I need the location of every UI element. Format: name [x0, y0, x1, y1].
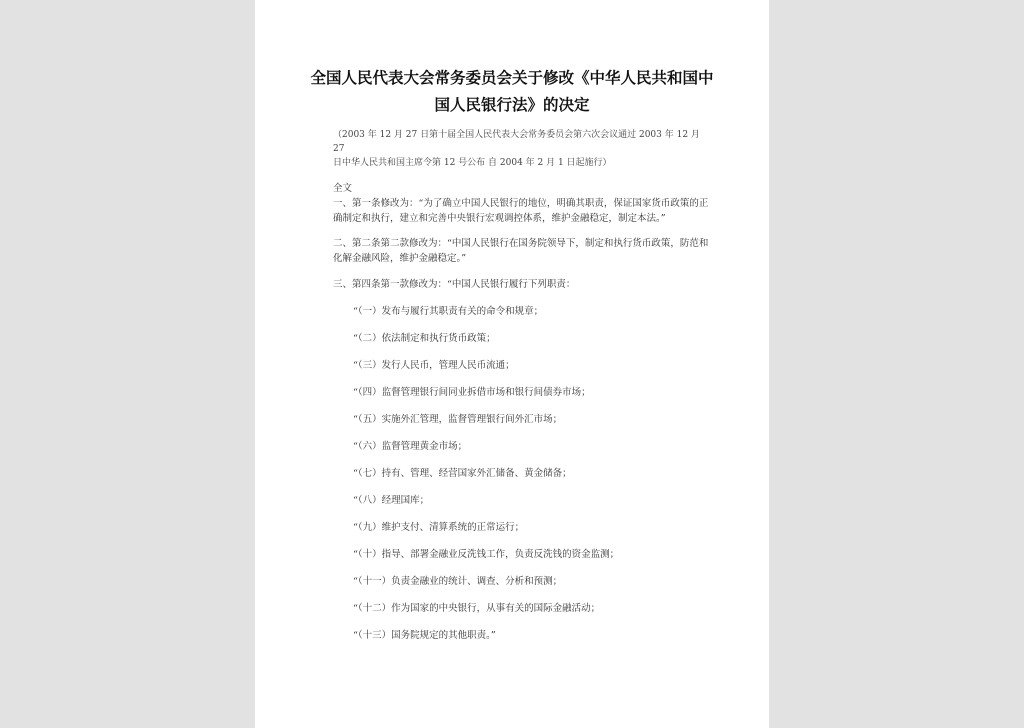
amendment-2-line-2: 化解金融风险，维护金融稳定。”	[333, 252, 467, 264]
document-page	[255, 0, 769, 728]
amendment-3: 三、第四条第一款修改为：“中国人民银行履行下列职责：	[333, 279, 576, 290]
duty-item-13: “（十三）国务院规定的其他职责。”	[353, 630, 496, 641]
duty-item-11: “（十一）负责金融业的统计、调查、分析和预测；	[353, 576, 563, 587]
amendment-1-line-2: 确制定和执行，建立和完善中央银行宏观调控体系，维护金融稳定，制定本法。”	[333, 212, 666, 224]
document-title-line-2: 国人民银行法》的决定	[434, 96, 590, 114]
duty-item-9: “（九）维护支付、清算系统的正常运行；	[353, 522, 525, 533]
enactment-note	[333, 128, 705, 170]
duty-item-1: “（一）发布与履行其职责有关的命令和规章；	[353, 306, 544, 317]
duty-item-3: “（三）发行人民币，管理人民币流通；	[353, 360, 515, 371]
duty-item-4: “（四）监督管理银行间同业拆借市场和银行间债券市场；	[353, 387, 591, 398]
amendment-2	[333, 237, 709, 266]
amendment-2-line-1: 二、第二条第二款修改为：“中国人民银行在国务院领导下，制定和执行货币政策，防范和	[333, 238, 709, 249]
enactment-note-line-1: （2003 年 12 月 27 日第十届全国人民代表大会常务委员会第六次会议通过 2003 年 12 月 27	[333, 130, 700, 154]
duty-item-10: “（十）指导、部署金融业反洗钱工作，负责反洗钱的资金监测；	[353, 549, 620, 560]
enactment-note-line-2: 日中华人民共和国主席令第 12 号公布 自 2004 年 2 月 1 日起施行）	[333, 158, 612, 168]
duty-item-12: “（十二）作为国家的中央银行，从事有关的国际金融活动；	[353, 603, 601, 614]
duty-item-2: “（二）依法制定和执行货币政策；	[353, 333, 496, 344]
document-title-line-1: 全国人民代表大会常务委员会关于修改《中华人民共和国中	[310, 69, 714, 87]
duty-item-8: “（八）经理国库；	[353, 495, 430, 506]
duty-item-7: “（七）持有、管理、经营国家外汇储备、黄金储备；	[353, 468, 572, 479]
duty-item-6: “（六）监督管理黄金市场；	[353, 441, 468, 452]
amendment-1	[333, 197, 709, 226]
duty-item-5: “（五）实施外汇管理，监督管理银行间外汇市场；	[353, 414, 563, 425]
fulltext-label: 全文	[333, 183, 353, 194]
amendment-1-line-1: 一、第一条修改为：“为了确立中国人民银行的地位，明确其职责，保证国家货币政策的正	[333, 198, 709, 209]
